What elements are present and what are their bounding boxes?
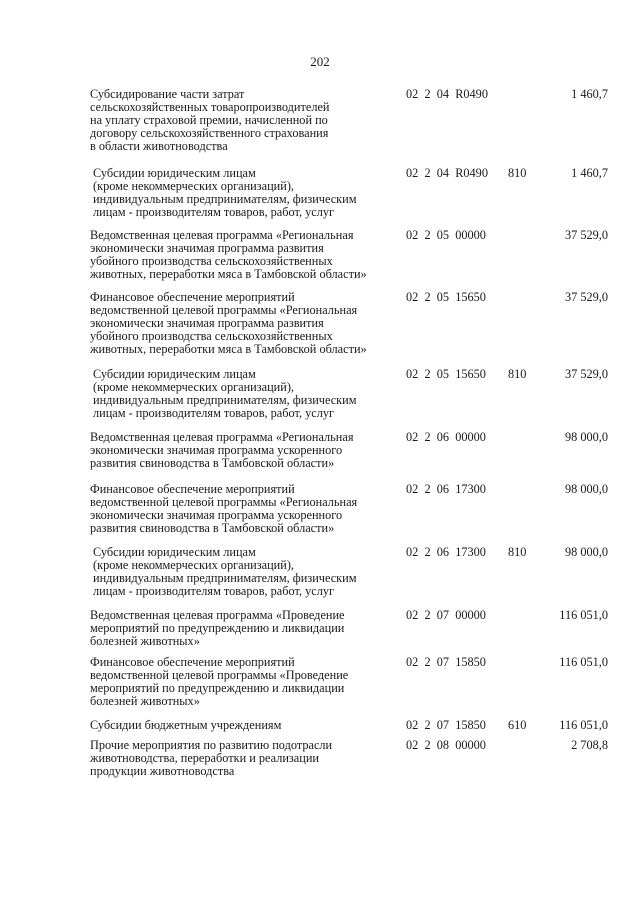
row-description: Ведомственная целевая программа «Проведение мероприятий по предупреждению и ликвидации болезней животных» <box>90 608 345 649</box>
row-description: Прочие мероприятия по развитию подотрасли животноводства, переработки и реализации продукции животноводства <box>90 738 333 779</box>
page-number: 202 <box>310 54 330 69</box>
row-amount: 98 000,0 <box>564 482 608 496</box>
row-description: Ведомственная целевая программа «Региональная экономически значимая программа развития убойного производства сельскохозяйственных животных, переработки мяса в Тамбовской области» <box>90 228 367 282</box>
table-row <box>90 719 612 739</box>
table-row <box>90 431 612 483</box>
row-amount: 116 051,0 <box>559 608 608 622</box>
row-description: Субсидирование части затрат сельскохозяйственных товаропроизводителей на уплату страховой премии, начисленной по договору сельскохозяйственного страхования в области животноводства <box>90 87 330 154</box>
row-code: 02 2 06 00000 <box>406 430 486 444</box>
row-description: Субсидии юридическим лицам (кроме некоммерческих организаций), индивидуальным предпринимателям, физическим лицам - производителям товаров, работ, услуг <box>93 367 357 421</box>
table-row <box>90 88 612 167</box>
row-amount: 116 051,0 <box>559 718 608 732</box>
row-amount: 1 460,7 <box>571 87 608 101</box>
row-amount: 37 529,0 <box>564 228 608 242</box>
table-row <box>90 167 612 229</box>
row-description: Ведомственная целевая программа «Региональная экономически значимая программа ускоренного развития свиноводства в Тамбовской области» <box>90 430 354 471</box>
table-row <box>90 229 612 291</box>
row-description: Субсидии бюджетным учреждениям <box>90 718 282 732</box>
row-code: 02 2 07 00000 <box>406 608 486 622</box>
row-expense-type: 810 <box>508 367 527 381</box>
table-row <box>90 656 612 719</box>
row-expense-type: 810 <box>508 166 527 180</box>
row-code: 02 2 05 15650 <box>406 367 486 381</box>
row-amount: 37 529,0 <box>564 367 608 381</box>
row-expense-type: 610 <box>508 718 527 732</box>
row-description: Финансовое обеспечение мероприятий ведомственной целевой программы «Региональная экономически значимая программа развития убойного производства сельскохозяйственных животных, переработки мяса в Тамбовской области» <box>90 290 367 357</box>
table-row <box>90 368 612 431</box>
table-row <box>90 739 612 784</box>
row-code: 02 2 06 17300 <box>406 545 486 559</box>
row-amount: 2 708,8 <box>571 738 608 752</box>
row-code: 02 2 07 15850 <box>406 655 486 669</box>
row-description: Финансовое обеспечение мероприятий ведомственной целевой программы «Региональная экономически значимая программа ускоренного развития свиноводства в Тамбовской области» <box>90 482 358 536</box>
row-amount: 98 000,0 <box>564 545 608 559</box>
row-description: Субсидии юридическим лицам (кроме некоммерческих организаций), индивидуальным предпринимателям, физическим лицам - производителям товаров, работ, услуг <box>93 166 357 220</box>
row-code: 02 2 04 R0490 <box>406 87 488 101</box>
row-code: 02 2 08 00000 <box>406 738 486 752</box>
row-description: Финансовое обеспечение мероприятий ведомственной целевой программы «Проведение мероприятий по предупреждению и ликвидации болезней животных» <box>90 655 349 709</box>
row-amount: 98 000,0 <box>564 430 608 444</box>
row-code: 02 2 07 15850 <box>406 718 486 732</box>
row-description: Субсидии юридическим лицам (кроме некоммерческих организаций), индивидуальным предпринимателям, физическим лицам - производителям товаров, работ, услуг <box>93 545 357 599</box>
table-row <box>90 291 612 368</box>
row-amount: 1 460,7 <box>571 166 608 180</box>
row-code: 02 2 04 R0490 <box>406 166 488 180</box>
row-amount: 37 529,0 <box>564 290 608 304</box>
row-code: 02 2 05 15650 <box>406 290 486 304</box>
row-amount: 116 051,0 <box>559 655 608 669</box>
row-code: 02 2 05 00000 <box>406 228 486 242</box>
row-expense-type: 810 <box>508 545 527 559</box>
table-row <box>90 546 612 609</box>
table-row <box>90 609 612 656</box>
budget-table <box>90 88 612 784</box>
table-row <box>90 483 612 546</box>
row-code: 02 2 06 17300 <box>406 482 486 496</box>
